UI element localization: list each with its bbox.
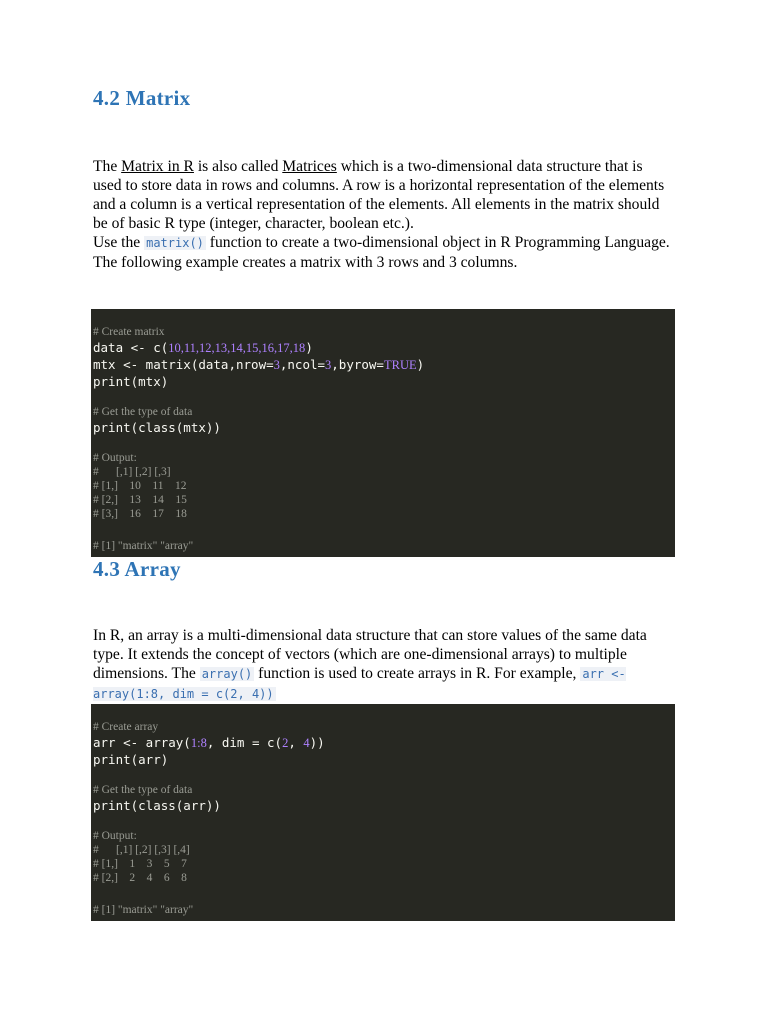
code-comment: # Get the type of data <box>93 406 193 418</box>
array-code-block <box>91 704 675 921</box>
code-line: print(mtx) <box>93 374 169 389</box>
section-title-array: 4.3 Array <box>93 557 181 581</box>
code-output-line: # [1,] 1 3 5 7 <box>93 858 187 870</box>
inline-code-matrix: matrix() <box>146 236 204 250</box>
code-line: mtx <- matrix(data,nrow=3,ncol=3,byrow=TRUE) <box>93 357 425 372</box>
code-comment: # Get the type of data <box>93 784 193 796</box>
code-output-line: # Output: <box>93 830 137 842</box>
matrix-intro-paragraph: The Matrix in R is also called Matrices which is a two-dimensional data structure that is used to store data in rows and columns. A row is a horizontal representation of the elements and a column is a vertical representation of the elements. All elements in the matrix should be of basic R type (integer, character, boolean etc.). Use the matrix() function to create a two-dimensional object in R Programming Language. The following example creates a matrix with 3 rows and 3 columns. <box>93 158 670 271</box>
code-comment: # Create matrix <box>93 326 165 338</box>
matrix-in-r-link[interactable]: Matrix in R <box>121 158 194 175</box>
code-output-line: # [2,] 2 4 6 8 <box>93 872 187 884</box>
code-line: print(class(mtx)) <box>93 420 221 435</box>
code-output-line: # [1] "matrix" "array" <box>93 540 194 552</box>
array-intro-paragraph: In R, an array is a multi-dimensional data structure that can store values of the same data type. It extends the concept of vectors (which are one-dimensional arrays) to multiple dimensions. The array() function is used to create arrays in R. For example, arr <- array(1:8, dim = c(2, 4)) <box>93 627 647 701</box>
code-output-line: # [1] "matrix" "array" <box>93 904 194 916</box>
code-output-line: # [2,] 13 14 15 <box>93 494 187 506</box>
inline-code-array-example: arr <- array(1:8, dim = c(2, 4)) <box>93 667 626 701</box>
section-title-matrix: 4.2 Matrix <box>93 86 191 110</box>
code-output-line: # Output: <box>93 452 137 464</box>
code-output-line: # [3,] 16 17 18 <box>93 508 187 520</box>
code-line: data <- c(10,11,12,13,14,15,16,17,18) <box>93 340 313 355</box>
code-output-line: # [,1] [,2] [,3] <box>93 466 171 478</box>
inline-code-array: array() <box>201 667 253 681</box>
code-line: print(class(arr)) <box>93 798 221 813</box>
code-output-line: # [1,] 10 11 12 <box>93 480 187 492</box>
matrices-link[interactable]: Matrices <box>282 158 337 175</box>
code-line: arr <- array(1:8, dim = c(2, 4)) <box>93 735 325 750</box>
code-line: print(arr) <box>93 752 169 767</box>
matrix-code-block <box>91 309 675 557</box>
code-output-line: # [,1] [,2] [,3] [,4] <box>93 844 190 856</box>
code-comment: # Create array <box>93 721 159 733</box>
